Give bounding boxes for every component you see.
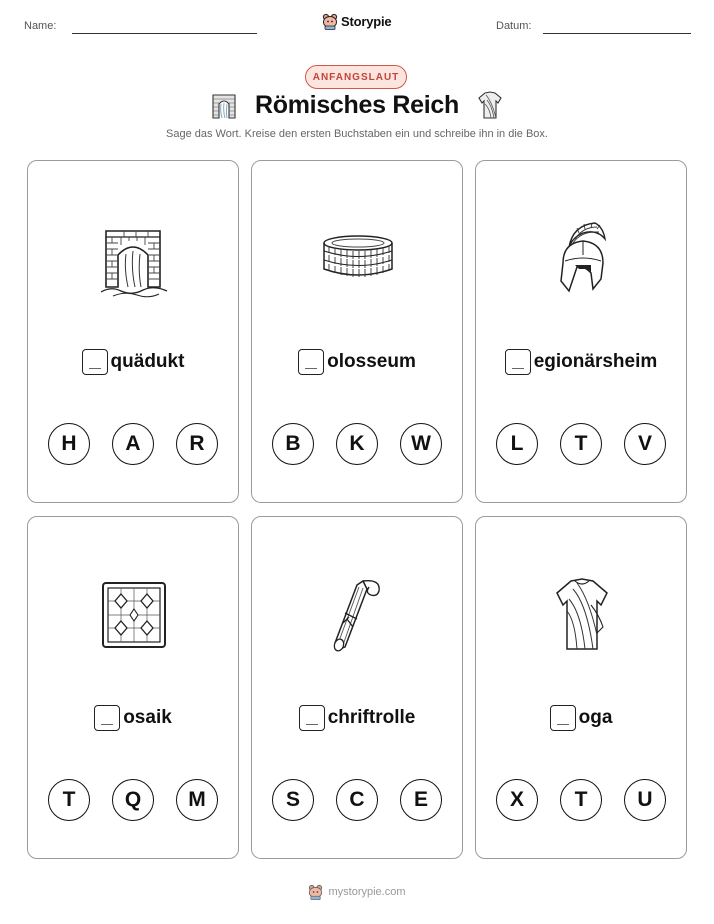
name-label: Name:	[24, 20, 57, 32]
letter-choice[interactable]: E	[400, 779, 442, 821]
letter-choice[interactable]: T	[560, 423, 602, 465]
word-card-helmet	[475, 160, 687, 503]
letter-choice[interactable]: T	[48, 779, 90, 821]
word-stem: egionärsheim	[533, 351, 658, 372]
word-stem: quädukt	[110, 351, 185, 372]
colosseum-icon	[323, 219, 393, 299]
word-card-toga	[475, 516, 687, 859]
answer-box[interactable]	[550, 705, 576, 731]
letter-choice[interactable]: L	[496, 423, 538, 465]
letter-choice[interactable]: X	[496, 779, 538, 821]
answer-box[interactable]	[82, 349, 108, 375]
name-line[interactable]	[72, 33, 257, 34]
word-row	[476, 349, 686, 375]
letter-choice[interactable]: C	[336, 779, 378, 821]
word-stem: oga	[578, 707, 613, 728]
word-stem: osaik	[123, 707, 172, 728]
word-card-aqueduct	[27, 160, 239, 503]
scroll-icon	[323, 575, 393, 655]
letter-choice[interactable]: K	[336, 423, 378, 465]
letter-choice[interactable]: A	[112, 423, 154, 465]
category-badge: ANFANGSLAUT	[305, 65, 407, 89]
aqueduct-icon	[99, 219, 169, 299]
aqueduct-title-icon	[211, 90, 237, 120]
footer-url[interactable]: mystorypie.com	[328, 886, 406, 898]
page-title: Römisches Reich	[255, 90, 459, 119]
storypie-mascot-icon	[308, 884, 323, 900]
letter-choice[interactable]: R	[176, 423, 218, 465]
worksheet-header	[0, 0, 714, 50]
word-row	[252, 349, 462, 375]
letter-choices	[252, 779, 462, 821]
word-row	[476, 705, 686, 731]
word-card-scroll	[251, 516, 463, 859]
letter-choice[interactable]: T	[560, 779, 602, 821]
letter-choice[interactable]: W	[400, 423, 442, 465]
letter-choice[interactable]: S	[272, 779, 314, 821]
word-stem: olosseum	[327, 351, 416, 372]
answer-box[interactable]	[299, 705, 325, 731]
brand-name: Storypie	[341, 14, 392, 29]
letter-choices	[28, 779, 238, 821]
date-line[interactable]	[543, 33, 691, 34]
title-row	[0, 90, 714, 120]
word-row	[252, 705, 462, 731]
storypie-mascot-icon	[322, 13, 338, 30]
toga-title-icon	[477, 90, 503, 120]
letter-choice[interactable]: U	[624, 779, 666, 821]
letter-choice[interactable]: H	[48, 423, 90, 465]
footer	[0, 884, 714, 900]
letter-choices	[476, 423, 686, 465]
helmet-icon	[547, 219, 617, 299]
answer-box[interactable]	[298, 349, 324, 375]
word-row	[28, 705, 238, 731]
letter-choice[interactable]: B	[272, 423, 314, 465]
letter-choices	[28, 423, 238, 465]
letter-choice[interactable]: M	[176, 779, 218, 821]
answer-box[interactable]	[94, 705, 120, 731]
word-card-mosaic	[27, 516, 239, 859]
toga-icon	[547, 575, 617, 655]
letter-choice[interactable]: Q	[112, 779, 154, 821]
date-label: Datum:	[496, 20, 532, 32]
instructions: Sage das Wort. Kreise den ersten Buchstaben ein und schreibe ihn in die Box.	[166, 128, 548, 140]
mosaic-icon	[99, 575, 169, 655]
letter-choices	[476, 779, 686, 821]
word-card-colosseum	[251, 160, 463, 503]
letter-choices	[252, 423, 462, 465]
brand-logo	[322, 13, 391, 30]
letter-choice[interactable]: V	[624, 423, 666, 465]
answer-box[interactable]	[505, 349, 531, 375]
word-stem: chriftrolle	[327, 707, 416, 728]
word-row	[28, 349, 238, 375]
